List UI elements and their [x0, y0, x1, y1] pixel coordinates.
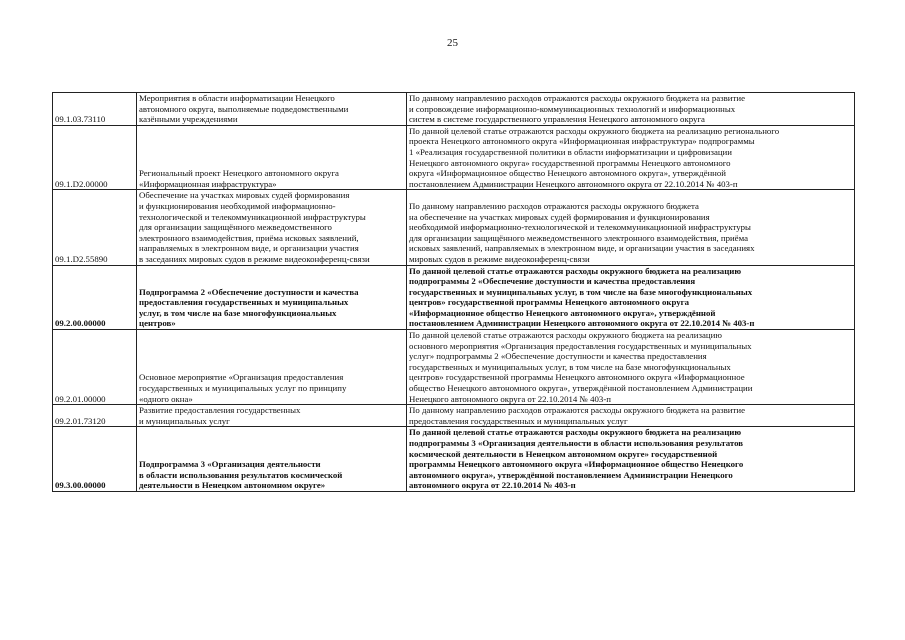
target-article-name: Развитие предоставления государственных и муниципальных услуг — [137, 405, 407, 427]
target-article-code: 09.1.D2.55890 — [53, 190, 137, 265]
table-row — [53, 427, 855, 492]
table-row — [53, 265, 855, 330]
target-article-code: 09.3.00.00000 — [53, 427, 137, 492]
target-article-name: Подпрограмма 2 «Обеспечение доступности и качества предоставления государственных и муниципальных услуг, в том числе на базе многофункциональных центров» — [137, 265, 407, 330]
target-article-name: Подпрограмма 3 «Организация деятельности в области использования результатов космической деятельности в Ненецком автономном округе» — [137, 427, 407, 492]
target-article-code: 09.2.00.00000 — [53, 265, 137, 330]
table-row — [53, 330, 855, 405]
target-article-description: По данному направлению расходов отражаются расходы окружного бюджета на развитие предоставления государственных и муниципальных услуг — [407, 405, 855, 427]
budget-classification-table — [52, 92, 855, 492]
target-article-name: Региональный проект Ненецкого автономного округа «Информационная инфраструктура» — [137, 125, 407, 190]
table-row — [53, 405, 855, 427]
target-article-name: Обеспечение на участках мировых судей формирования и функционирования необходимой информационно- технологической и телекоммуникационной инфраструктуры для организации защищённого межведомственного электронного взаимодействия, приёма исковых заявлений, направляемых в электронном виде, и организации участия в заседаниях мировых судов в режиме видеоконференц-связи — [137, 190, 407, 265]
target-article-code: 09.1.03.73110 — [53, 93, 137, 126]
target-article-code: 09.1.D2.00000 — [53, 125, 137, 190]
target-article-description: По данной целевой статье отражаются расходы окружного бюджета на реализацию регионального проекта Ненецкого автономного округа «Информационная инфраструктура» подпрограммы 1 «Реализация государственной политики в области информатизации и цифровизации Ненецкого автономного округа» государственной программы Ненецкого автономного округа «Информационное общество Ненецкого автономного округа», утверждённой постановлением Администрации Ненецкого автономного округа от 22.10.2014 № 403-п — [407, 125, 855, 190]
target-article-description: По данному направлению расходов отражаются расходы окружного бюджета на развитие и сопровождение информационно-коммуникационных технологий и информационных систем в системе государственного управления Ненецкого автономного округа — [407, 93, 855, 126]
page-number: 25 — [447, 37, 458, 49]
target-article-code: 09.2.01.73120 — [53, 405, 137, 427]
target-article-name: Основное мероприятие «Организация предоставления государственных и муниципальных услуг по принципу «одного окна» — [137, 330, 407, 405]
target-article-name: Мероприятия в области информатизации Ненецкого автономного округа, выполняемые подведомственными казёнными учреждениями — [137, 93, 407, 126]
target-article-code: 09.2.01.00000 — [53, 330, 137, 405]
target-article-description: По данной целевой статье отражаются расходы окружного бюджета на реализацию подпрограммы 3 «Организация деятельности в области использования результатов космической деятельности в Ненецком автономном округе» государственной программы Ненецкого автономного округа «Информационное общество Ненецкого автономного округа», утверждённой постановлением Администрации Ненецкого автономного округа от 22.10.2014 № 403-п — [407, 427, 855, 492]
table-row — [53, 190, 855, 265]
table-row — [53, 93, 855, 126]
table-row — [53, 125, 855, 190]
target-article-description: По данной целевой статье отражаются расходы окружного бюджета на реализацию основного мероприятия «Организация предоставления государственных и муниципальных услуг» подпрограммы 2 «Обеспечение доступности и качества предоставления государственных и муниципальных услуг, в том числе на базе многофункциональных центров» государственной программы Ненецкого автономного округа «Информационное общество Ненецкого автономного округа», утверждённой постановлением Администрации Ненецкого автономного округа от 22.10.2014 № 403-п — [407, 330, 855, 405]
target-article-description: По данной целевой статье отражаются расходы окружного бюджета на реализацию подпрограммы 2 «Обеспечение доступности и качества предоставления государственных и муниципальных услуг, в том числе на базе многофункциональных центров» государственной программы Ненецкого автономного округа «Информационное общество Ненецкого автономного округа», утверждённой постановлением Администрации Ненецкого автономного округа от 22.10.2014 № 403-п — [407, 265, 855, 330]
target-article-description: По данному направлению расходов отражаются расходы окружного бюджета на обеспечение на участках мировых судей формирования и функционирования необходимой информационно-технологической и телекоммуникационной инфраструктуры для организации защищённого межведомственного электронного взаимодействия, приёма исковых заявлений, направляемых в электронном виде, и организации участия в заседаниях мировых судов в режиме видеоконференц-связи — [407, 190, 855, 265]
